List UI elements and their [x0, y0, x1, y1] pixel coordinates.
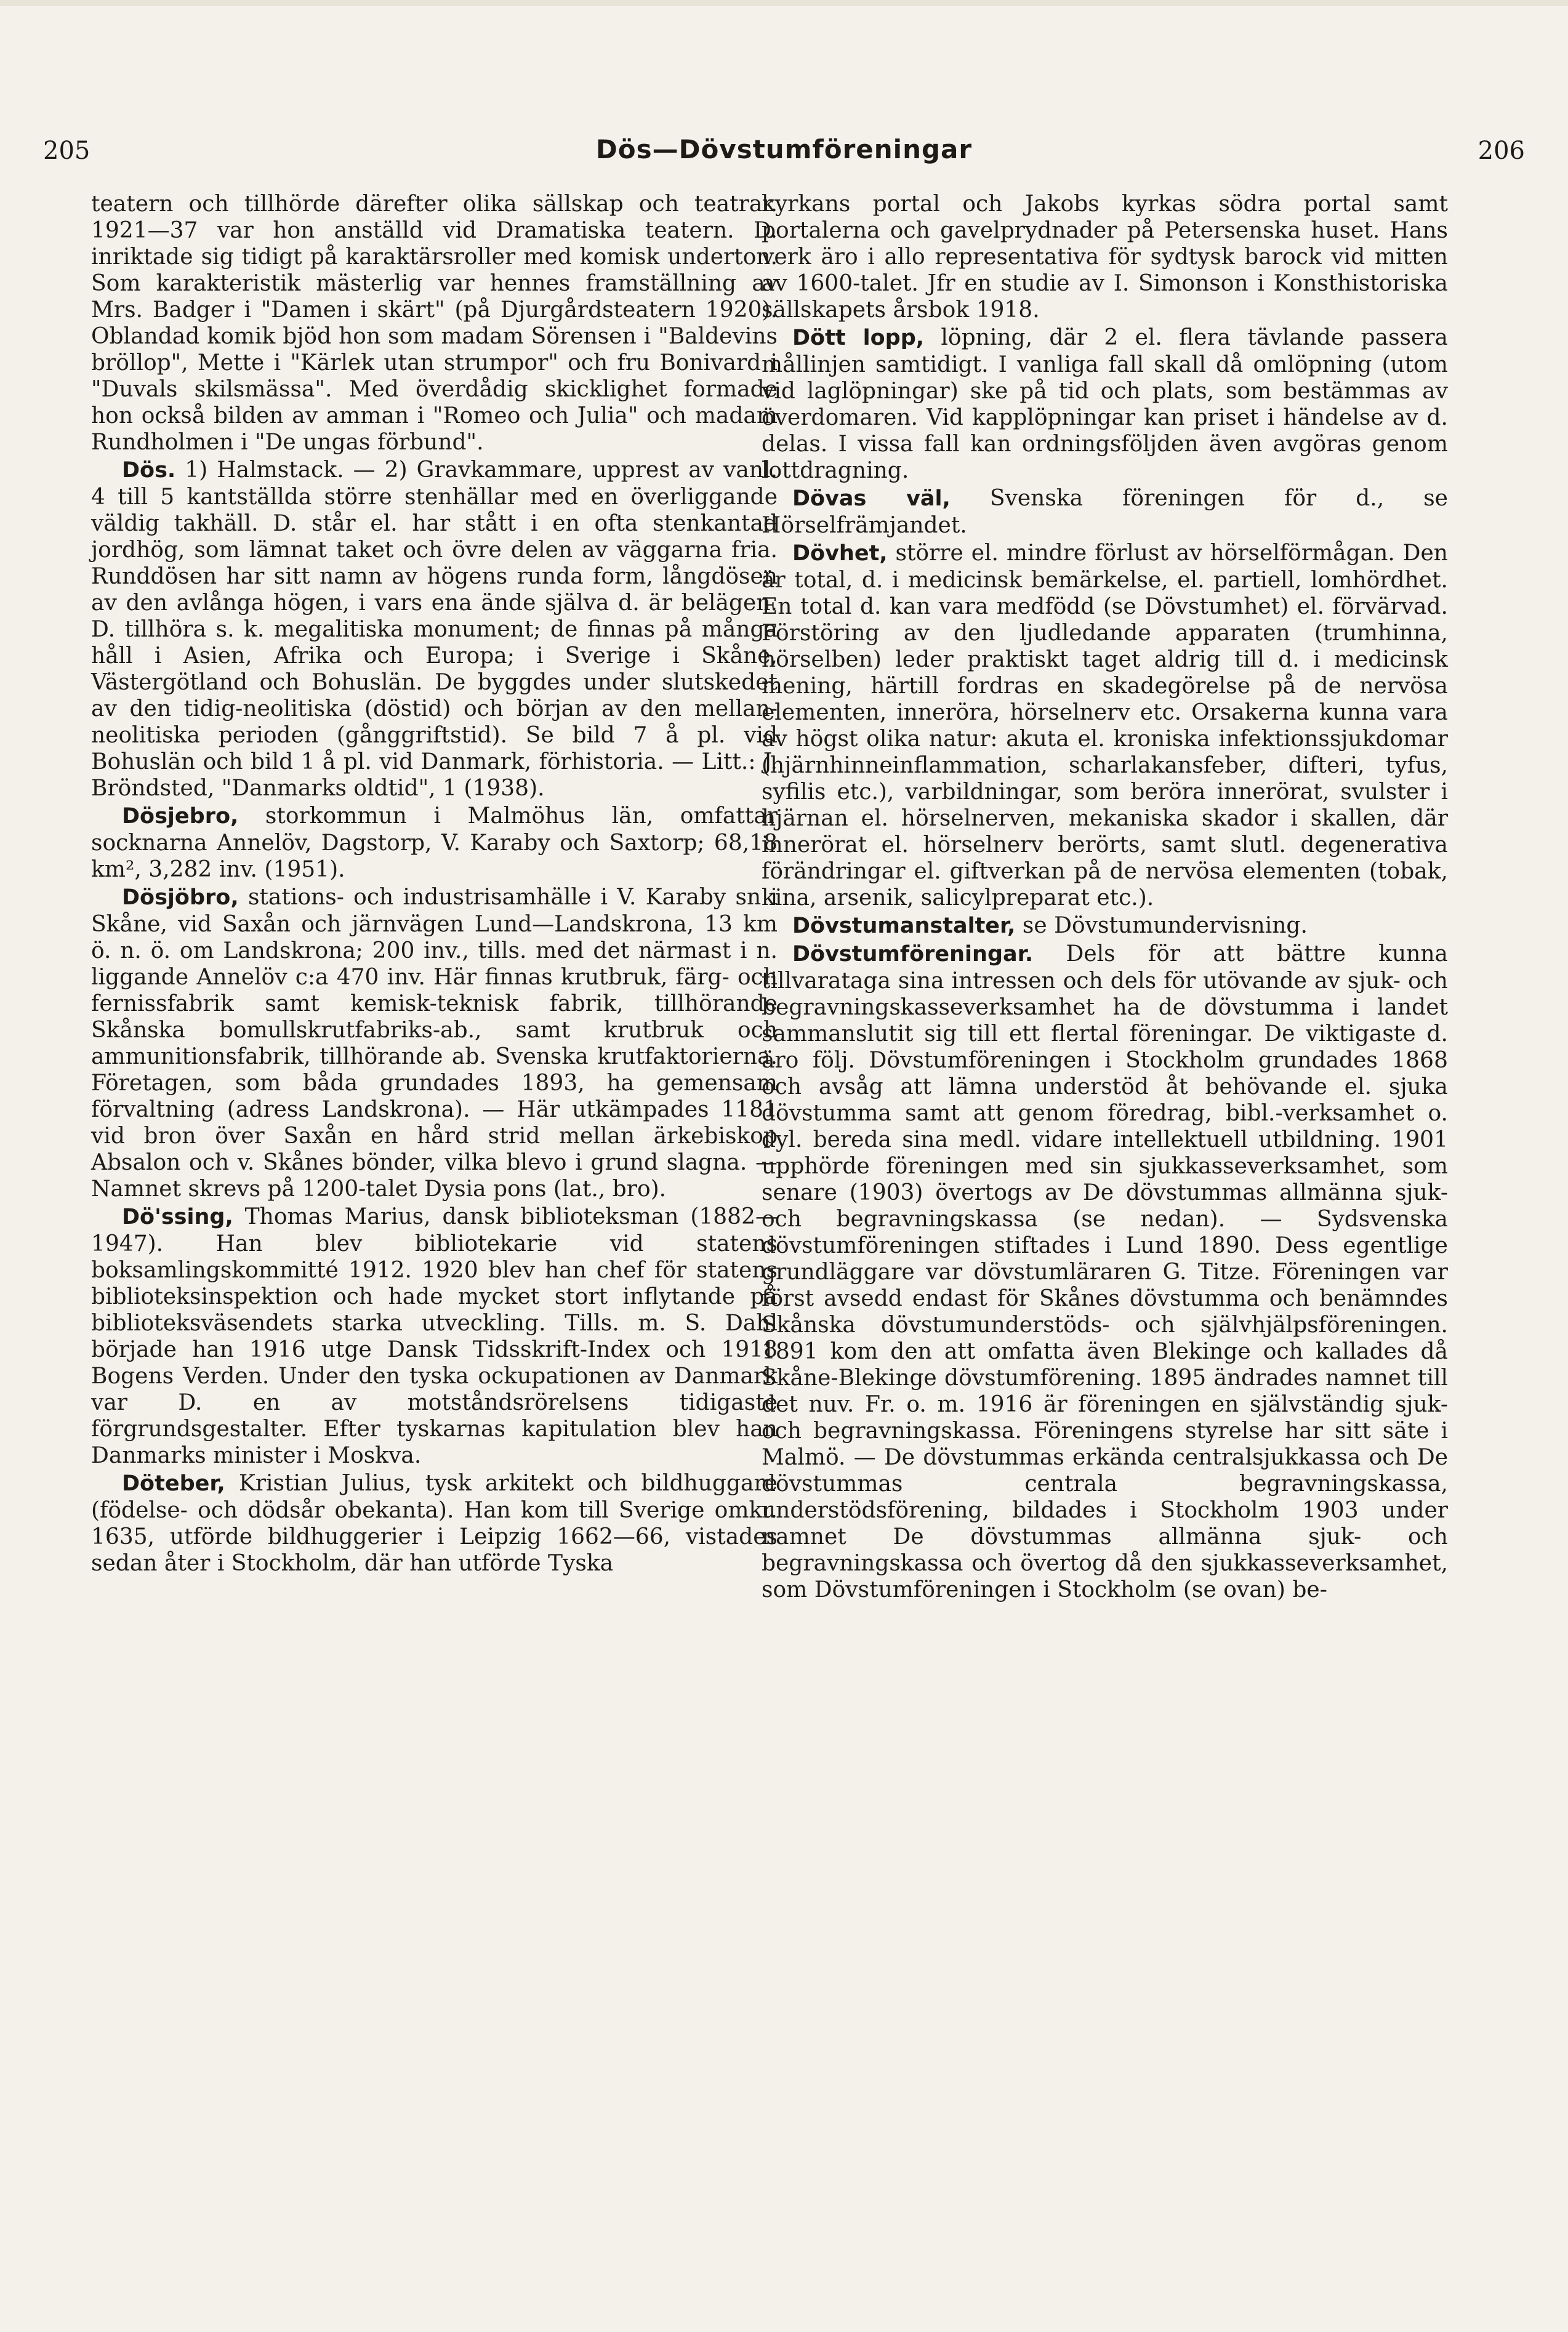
running-title: Dös—Dövstumföreningar — [595, 134, 973, 164]
entry-text: löpning, där 2 el. flera tävlande passera mållinjen samtidigt. I vanliga fall skall då omlöpning (utom vid laglöpningar) ske på tid och plats, som bestämmas av överdomaren. Vid kapplöpningar kan priset i händelse av d. delas. I vissa fall kan ordningsföljden även avgöras genom lottdragning. — [762, 325, 1448, 483]
entry-text: större el. mindre förlust av hörselförmågan. Den är total, d. i medicinsk bemärkelse, el. partiell, lomhördhet. En total d. kan vara medfödd (se Dövstumhet) el. förvärvad. Förstöring av den ljudledande apparaten (trumhinna, hörselben) leder praktiskt taget aldrig till d. i medicinsk mening, härtill fordras en skadegörelse på de nervösa elementen, inneröra, hörselnerv etc. Orsakerna kunna vara av högst olika natur: akuta el. kroniska infektionssjukdomar (hjärnhinneinflammation, scharlakansfeber, difteri, tyfus, syfilis etc.), varbildningar, som beröra innerörat, svulster i hjärnan el. hörselnerven, mekaniska skador i skallen, där innerörat el. hörselnerv berörts, samt slutl. degenerativa förändringar el. giftverkan på de nervösa elementen (tobak, kina, arsenik, salicylpreparat etc.). — [762, 541, 1448, 911]
entry-text: Dels för att bättre kunna tillvarataga sina intressen och dels för utövande av sjuk- och begravningskasseverksamhet ha de dövstumma i landet sammanslutit sig till ett flertal föreningar. De viktigaste d. äro följ. Dövstumföreningen i Stockholm grundades 1868 och avsåg att lämna understöd åt behövande el. sjuka dövstumma samt att genom föredrag, bibl.-verksamhet o. dyl. bereda sina medl. vidare intellektuell utbildning. 1901 upphörde föreningen med sin sjukkasseverksamhet, som senare (1903) övertogs av De dövstummas allmänna sjuk- och begravningskassa (se nedan). — Sydsvenska dövstumföreningen stiftades i Lund 1890. Dess egentlige grundläggare var dövstumläraren G. Titze. Föreningen var först avsedd endast för Skånes dövstumma och benämndes Skånska dövstumunderstöds- och självhjälpsföreningen. 1891 kom den att omfatta även Blekinge och kallades då Skåne-Blekinge dövstumförening. 1895 ändrades namnet till det nuv. Fr. o. m. 1916 är föreningen en självständig sjuk- och begravningskassa. Föreningens styrelse har sitt säte i Malmö. — De dövstummas erkända centralsjukkassa och De dövstummas centrala begravningskassa, understödsförening, bildades i Stockholm 1903 under namnet De dövstummas allmänna sjuk- och begravningskassa och övertog då den sjukkasseverksamhet, som Dövstumföreningen i Stockholm (se ovan) be- — [762, 941, 1448, 1602]
left-column — [91, 191, 778, 1577]
entry-dovstumanstalter — [762, 912, 1448, 939]
page-number-left: 205 — [43, 137, 90, 165]
entry-text: Kristian Julius, tysk arkitekt och bildhuggare (födelse- och dödsår obekanta). Han kom till Sverige omkr. 1635, utförde bildhuggerier i Leipzig 1662—66, vistades sedan åter i Stockholm, där han utförde Tyska — [91, 1471, 778, 1576]
page-number-right: 206 — [1478, 137, 1525, 165]
entry-headword: Dösjebro, — [122, 804, 239, 829]
entry-text: 1) Halmstack. — 2) Gravkammare, upprest av vanl. 4 till 5 kantställda större stenhällar med en överliggande väldig takhäll. D. står el. har stått i en ofta stenkantad jordhög, som lämnat taket och övre delen av väggarna fria. Runddösen har sitt namn av högens runda form, långdösen av den avlånga högen, i vars ena ände själva d. är belägen. D. tillhöra s. k. megalitiska monument; de finnas på många håll i Asien, Afrika och Europa; i Sverige i Skåne, Västergötland och Bohuslän. De byggdes under slutskedet av den tidig-neolitiska (döstid) och början av den mellan-neolitiska perioden (gånggriftstid). Se bild 7 å pl. vid Bohuslän och bild 1 å pl. vid Danmark, förhistoria. — Litt.: J. Bröndsted, "Danmarks oldtid", 1 (1938). — [91, 457, 778, 801]
entry-headword: Dövas väl, — [792, 486, 951, 511]
entry-headword: Dös. — [122, 458, 176, 483]
entry-text: se Dövstumundervisning. — [1022, 913, 1308, 938]
entry-headword: Dövstumföreningar. — [792, 942, 1034, 967]
page-header — [43, 134, 1525, 180]
entry-dosjebro — [91, 803, 778, 883]
right-column — [762, 191, 1448, 1603]
entry-continuation — [762, 191, 1448, 323]
entry-dovas-val — [762, 485, 1448, 539]
entry-dosjobro — [91, 884, 778, 1202]
entry-text: storkommun i Malmöhus län, omfattar socknarna Annelöv, Dagstorp, V. Karaby och Saxtorp; 68,18 km², 3,282 inv. (1951). — [91, 803, 778, 882]
entry-headword: Dövhet, — [792, 541, 888, 566]
page-top-edge — [0, 0, 1568, 6]
entry-headword: Döteber, — [122, 1471, 225, 1496]
entry-continuation — [91, 191, 778, 456]
entry-headword: Dött lopp, — [792, 326, 925, 350]
entry-text: teatern och tillhörde därefter olika sällskap och teatrar. 1921—37 var hon anställd vid Dramatiska teatern. D. inriktade sig tidigt på karaktärsroller med komisk underton. Som karakteristik mästerlig var hennes framställning av Mrs. Badger i "Damen i skärt" (på Djurgårdsteatern 1920). Oblandad komik bjöd hon som madam Sörensen i "Baldevins bröllop", Mette i "Kärlek utan strumpor" och fru Bonivard i "Duvals skilsmässa". Med överdådig skicklighet formade hon också bilden av amman i "Romeo och Julia" och madam Rundholmen i "De ungas förbund". — [91, 191, 778, 455]
entry-headword: Dösjöbro, — [122, 885, 239, 910]
entry-headword: Dövstumanstalter, — [792, 914, 1016, 938]
entry-dovhet — [762, 540, 1448, 911]
entry-dott-lopp — [762, 324, 1448, 484]
entry-dossing — [91, 1204, 778, 1469]
entry-text: stations- och industrisamhälle i V. Karaby sn i Skåne, vid Saxån och järnvägen Lund—Landskrona, 13 km ö. n. ö. om Landskrona; 200 inv., tills. med det närmast i n. liggande Annelöv c:a 470 inv. Här finnas krutbruk, färg- och fernissfabrik samt kemisk-teknisk fabrik, tillhörande Skånska bomullskrutfabriks-ab., samt krutbruk och ammunitionsfabrik, tillhörande ab. Svenska krutfaktorierna. Företagen, som båda grundades 1893, ha gemensam förvaltning (adress Landskrona). — Här utkämpades 1181 vid bron över Saxån en hård strid mellan ärkebiskop Absalon och v. Skånes bönder, vilka blevo i grund slagna. — Namnet skrevs på 1200-talet Dysia pons (lat., bro). — [91, 885, 778, 1202]
entry-dovstumforeningar — [762, 941, 1448, 1603]
entry-text: Thomas Marius, dansk biblioteksman (1882—1947). Han blev bibliotekarie vid statens boksamlingskommitté 1912. 1920 blev han chef för statens biblioteksinspektion och hade mycket stort inflytande på biblioteksväsendets starka utveckling. Tills. m. S. Dahl började han 1916 utge Dansk Tidsskrift-Index och 1918 Bogens Verden. Under den tyska ockupationen av Danmark var D. en av motståndsrörelsens tidigaste förgrundsgestalter. Efter tyskarnas kapitulation blev han Danmarks minister i Moskva. — [91, 1204, 778, 1468]
entry-headword: Dö'ssing, — [122, 1205, 233, 1229]
entry-text: kyrkans portal och Jakobs kyrkas södra portal samt portalerna och gavelprydnader på Petersenska huset. Hans verk äro i allo representativa för sydtysk barock vid mitten av 1600-talet. Jfr en studie av I. Simonson i Konsthistoriska sällskapets årsbok 1918. — [762, 191, 1448, 323]
entry-text: Svenska föreningen för d., se Hörselfrämjandet. — [762, 486, 1448, 538]
entry-dos — [91, 457, 778, 802]
entry-doteber — [91, 1470, 778, 1577]
